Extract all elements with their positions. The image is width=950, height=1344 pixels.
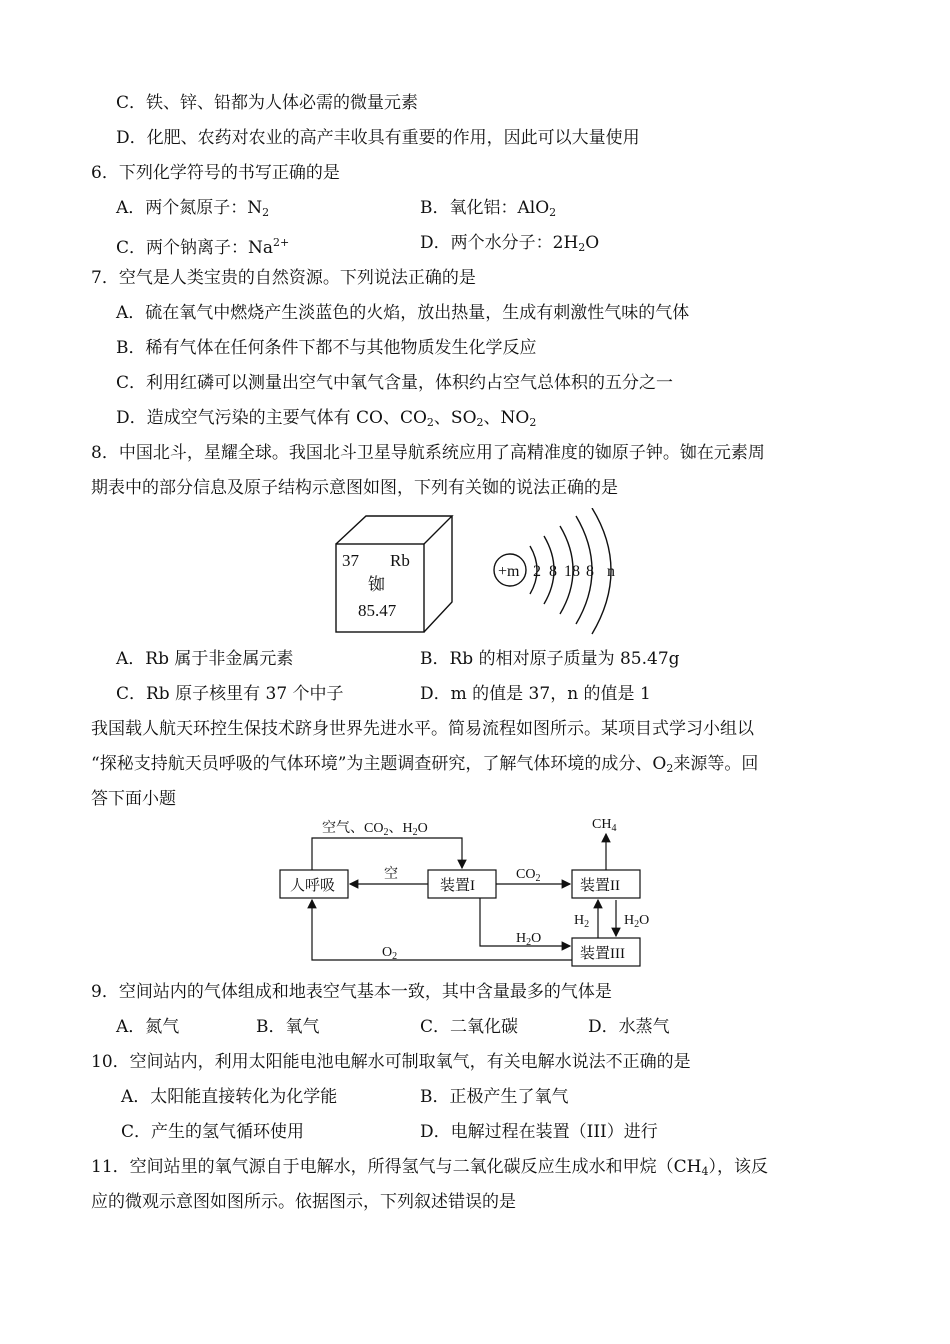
q5-option-d: D．化肥、农药对农业的高产丰收具有重要的作用，因此可以大量使用 [116, 128, 640, 148]
intro-line3: 答下面小题 [91, 789, 176, 809]
q8-stem-line2: 期表中的部分信息及原子结构示意图如图，下列有关铷的说法正确的是 [91, 478, 618, 498]
intro-line1: 我国载人航天环控生保技术跻身世界先进水平。简易流程如图所示。某项目式学习小组以 [91, 719, 754, 739]
arrow-o2 [312, 900, 572, 960]
label-h2o-mid: $H_2O$ [516, 931, 542, 948]
label-air: 空 [384, 867, 398, 882]
q10-option-b: B．正极产生了氧气 [420, 1087, 569, 1107]
q10-option-d: D．电解过程在装置（III）进行 [420, 1122, 658, 1142]
q10-stem: 10．空间站内，利用太阳能电池电解水可制取氧气，有关电解水说法不正确的是 [91, 1052, 691, 1072]
q6-option-c: C．两个钠离子：$Na^{2+}$ [116, 236, 290, 258]
q9-option-c: C．二氧化碳 [420, 1017, 519, 1037]
q11-stem-line2: 应的微观示意图如图所示。依据图示，下列叙述错误的是 [91, 1192, 516, 1212]
q9-stem: 9．空间站内的气体组成和地表空气基本一致，其中含量最多的气体是 [91, 982, 612, 1002]
q8-stem-line1: 8．中国北斗，星耀全球。我国北斗卫星导航系统应用了高精准度的铷原子钟。铷在元素周 [91, 443, 765, 463]
label-ch4: $CH_4$ [592, 817, 617, 834]
q7-option-d: D．造成空气污染的主要气体有 CO、$CO_2$、$SO_2$、$NO_2$ [116, 408, 537, 429]
q10-option-a: A．太阳能直接转化为化学能 [121, 1087, 338, 1107]
rubidium-figure [330, 508, 630, 636]
q5-option-c: C．铁、锌、铅都为人体必需的微量元素 [116, 93, 419, 113]
nucleus-charge: +m [498, 563, 520, 580]
q10-option-c: C．产生的氢气循环使用 [121, 1122, 305, 1142]
shell-electrons-1: 2 [533, 563, 541, 580]
box-person-label: 人呼吸 [290, 878, 336, 894]
q9-option-b: B．氧气 [256, 1017, 320, 1037]
q7-option-a: A．硫在氧气中燃烧产生淡蓝色的火焰，放出热量，生成有刺激性气味的气体 [116, 303, 690, 323]
label-h2o-right: $H_2O$ [624, 913, 650, 930]
q11-stem-line1: 11．空间站里的氧气源自于电解水，所得氢气与二氧化碳反应生成水和甲烷$(CH_4)$，该反 [91, 1157, 768, 1178]
q8-option-d: D．m 的值是 37，n 的值是 1 [420, 684, 651, 704]
box-device-2-label: 装置II [580, 878, 620, 894]
element-atomic-number: 37 [342, 551, 359, 570]
element-mass: 85.47 [358, 601, 397, 620]
q6-stem: 6．下列化学符号的书写正确的是 [91, 163, 340, 183]
q8-option-a: A．Rb 属于非金属元素 [116, 649, 294, 669]
label-exhale-gases: 空气、$CO_2$、$H_2O$ [322, 821, 428, 838]
q9-option-a: A．氮气 [116, 1017, 180, 1037]
life-support-flow-diagram [270, 812, 690, 972]
q7-option-b: B．稀有气体在任何条件下都不与其他物质发生化学反应 [116, 338, 537, 358]
label-h2: $H_2$ [574, 913, 590, 930]
shell-electrons-5: n [607, 563, 615, 580]
label-co2: $CO_2$ [516, 867, 541, 884]
q6-option-d: D．两个水分子：$2H_2O$ [420, 233, 600, 254]
box-device-1-label: 装置I [440, 878, 475, 894]
q6-option-a: A．两个氮原子：$N_2$ [116, 198, 270, 219]
q7-option-c: C．利用红磷可以测量出空气中氧气含量，体积约占空气总体积的五分之一 [116, 373, 674, 393]
shell-electrons-4: 8 [586, 563, 594, 580]
shell-electrons-2: 8 [549, 563, 557, 580]
label-o2: $O_2$ [382, 945, 398, 962]
q8-option-c: C．Rb 原子核里有 37 个中子 [116, 684, 344, 704]
q6-option-b: B．氧化铝：AlO$_2$ [420, 198, 557, 219]
shell-electrons-3: 18 [564, 563, 580, 580]
q8-option-b: B．Rb 的相对原子质量为 85.47g [420, 649, 680, 669]
q9-option-d: D．水蒸气 [588, 1017, 670, 1037]
q7-stem: 7．空气是人类宝贵的自然资源。下列说法正确的是 [91, 268, 476, 288]
box-device-3-label: 装置III [580, 946, 625, 962]
element-name: 铷 [368, 575, 385, 594]
intro-line2: “探秘支持航天员呼吸的气体环境”为主题调查研究，了解气体环境的成分、$O_2$来源等。回 [91, 754, 759, 775]
element-symbol: Rb [390, 551, 410, 570]
arrow-exhale [312, 838, 462, 870]
